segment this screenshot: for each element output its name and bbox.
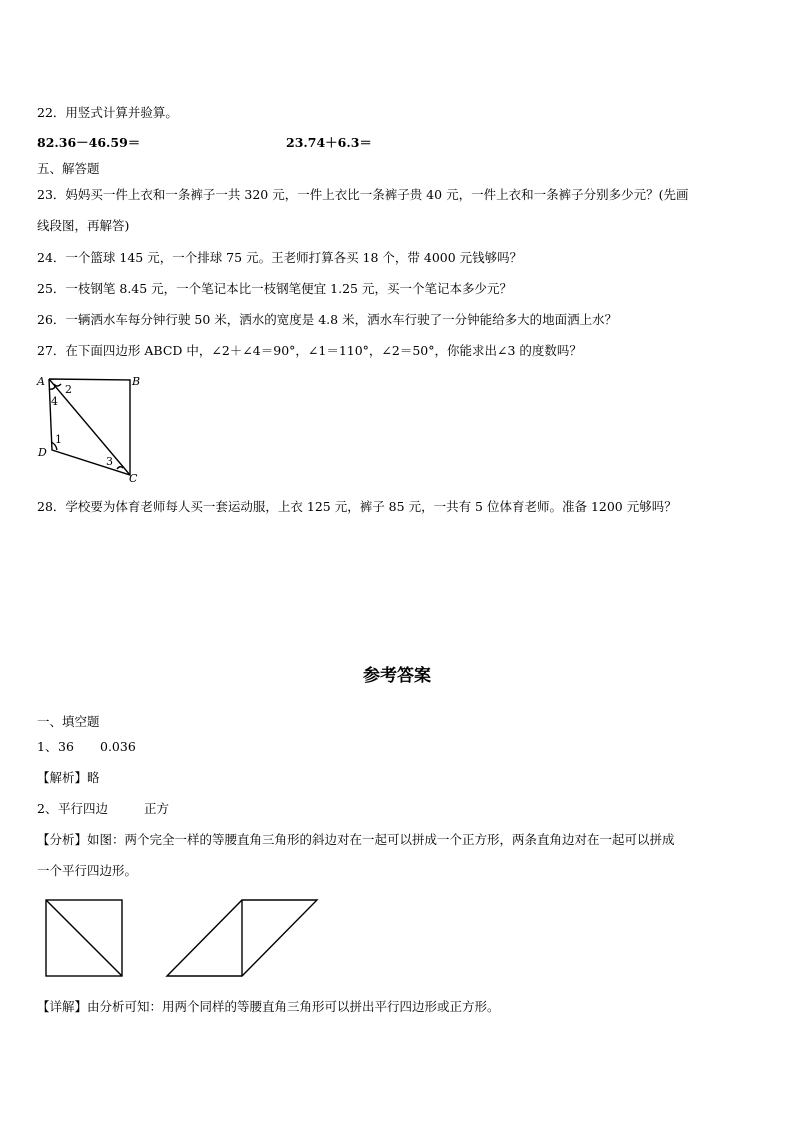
label-d: D xyxy=(38,446,47,459)
q23-line-2: 线段图，再解答) xyxy=(37,218,130,233)
label-c: C xyxy=(129,472,138,485)
angle-label-1: 1 xyxy=(55,433,62,446)
answer-2-detail: 【详解】由分析可知：用两个同样的等腰直角三角形可以拼出平行四边形或正方形。 xyxy=(37,999,500,1014)
diagonal-ac xyxy=(49,379,130,475)
answer-section-1-heading: 一、填空题 xyxy=(37,714,100,729)
answer-1-value-2: 0.036 xyxy=(100,739,136,754)
answer-2-analysis-line-2: 一个平行四边形。 xyxy=(37,863,138,878)
q26-text: 26．一辆洒水车每分钟行驶 50 米，洒水的宽度是 4.8 米，洒水车行驶了一分钟能给多大的地面洒上水？ xyxy=(37,312,618,327)
section-heading-5: 五、解答题 xyxy=(37,161,100,176)
answer-1-analysis: 【解析】略 xyxy=(37,770,100,785)
square-diagonal xyxy=(46,900,122,976)
answer-key-title: 参考答案 xyxy=(363,666,431,686)
q28-text: 28．学校要为体育老师每人买一套运动服，上衣 125 元，裤子 85 元，一共有 5 位体育老师。准备 1200 元够吗？ xyxy=(37,499,677,514)
square-and-parallelogram-figure xyxy=(44,898,334,978)
answer-2-value-1: 平行四边 xyxy=(58,801,109,816)
answer-1-number: 1、 xyxy=(37,739,58,754)
answer-2-value-2: 正方 xyxy=(144,801,170,816)
angle-label-2: 2 xyxy=(65,383,72,396)
q25-text: 25．一枝钢笔 8.45 元，一个笔记本比一枝钢笔便宜 1.25 元，买一个笔记本多少元？ xyxy=(37,281,512,296)
label-a: A xyxy=(37,375,45,388)
label-b: B xyxy=(132,375,141,388)
angle-3-arc xyxy=(117,467,123,469)
q27-text: 27．在下面四边形 ABCD 中，∠2＋∠4＝90°，∠1＝110°，∠2＝50°，你能求出∠3 的度数吗？ xyxy=(37,343,582,358)
q23-line-1: 23．妈妈买一件上衣和一条裤子一共 320 元，一件上衣比一条裤子贵 40 元，一件上衣和一条裤子分别多少元？(先画 xyxy=(37,187,689,202)
q22-expression-2: 23.74＋6.3＝ xyxy=(286,135,372,150)
q24-text: 24．一个篮球 145 元，一个排球 75 元。王老师打算各买 18 个，带 4000 元钱够吗？ xyxy=(37,250,523,265)
answer-2-number: 2、 xyxy=(37,801,58,816)
q22-expression-1: 82.36－46.59＝ xyxy=(37,135,141,150)
quadrilateral-abcd-figure xyxy=(35,372,155,485)
q22-text: 22．用竖式计算并验算。 xyxy=(37,105,178,120)
answer-1-value-1: 36 xyxy=(58,739,74,754)
answer-2-analysis-line-1: 【分析】如图：两个完全一样的等腰直角三角形的斜边对在一起可以拼成一个正方形，两条直角边对在一起可以拼成 xyxy=(37,832,675,847)
angle-label-4: 4 xyxy=(51,395,58,408)
angle-label-3: 3 xyxy=(106,455,113,468)
